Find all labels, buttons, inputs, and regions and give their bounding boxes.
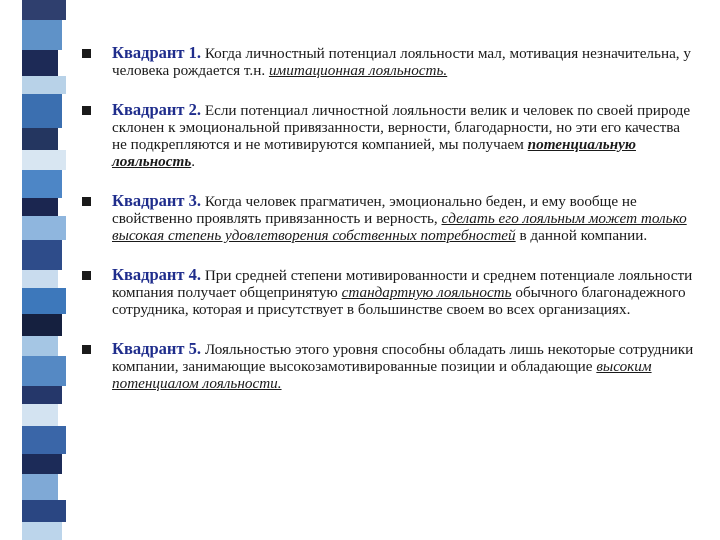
item-text-part: Когда личностный потенциал лояльности мал, мотивация незначительна, у человека рождается т.н. [112, 45, 691, 79]
list-item-quadrant-2 [82, 101, 694, 170]
item-heading: Квадрант 4. [112, 265, 202, 284]
stripe-segment [22, 216, 66, 240]
stripe-segment [22, 356, 66, 386]
square-bullet-icon [82, 345, 91, 354]
stripe-segment [22, 270, 58, 288]
stripe-segment [22, 474, 58, 500]
stripe-segment [22, 128, 58, 150]
stripe-segment [22, 426, 66, 454]
stripe-segment [22, 314, 62, 336]
stripe-segment [22, 198, 58, 216]
item-text [112, 340, 694, 392]
item-emphasis: сделать его лояльным может только высокая степень удовлетворения собственных потребностей [112, 210, 687, 244]
list-item-quadrant-3 [82, 192, 694, 244]
item-text-part: При средней степени мотивированности и среднем потенциале лояльности компания получает общепринятую [112, 267, 693, 301]
item-heading: Квадрант 3. [112, 191, 202, 210]
stripe-segment [22, 404, 58, 426]
stripe-segment [22, 150, 66, 170]
item-emphasis: имитационная лояльность. [268, 62, 448, 79]
decorative-stripe-bar [22, 0, 66, 540]
list-item-quadrant-1 [82, 44, 694, 79]
item-emphasis: высоким потенциалом лояльности. [112, 358, 652, 392]
stripe-segment [22, 76, 66, 94]
quadrant-list [82, 44, 694, 414]
item-text-part: в данной компании. [515, 227, 648, 244]
square-bullet-icon [82, 271, 91, 280]
list-item-quadrant-5 [82, 340, 694, 392]
item-text-part: Если потенциал личностной лояльности велик и человек по своей природе склонен к эмоциональной привязанности, верности, благодарности, но эти его качества не подкрепляются и не мотивируются компанией, мы получаем [112, 102, 691, 153]
stripe-segment [22, 454, 62, 474]
item-text [112, 44, 694, 79]
list-item-quadrant-4 [82, 266, 694, 318]
item-text-part: Когда человек прагматичен, эмоционально беден, и ему вообще не свойственно проявлять привязанность и верность, [112, 193, 637, 227]
item-text-part: Лояльностью этого уровня способны обладать лишь некоторые сотрудники компании, занимающие высокозамотивированные позиции и обладающие [112, 341, 694, 375]
item-heading: Квадрант 1. [112, 43, 202, 62]
item-heading: Квадрант 5. [112, 339, 202, 358]
stripe-segment [22, 170, 62, 198]
square-bullet-icon [82, 106, 91, 115]
item-text [112, 101, 694, 170]
stripe-segment [22, 94, 62, 128]
square-bullet-icon [82, 197, 91, 206]
stripe-segment [22, 386, 62, 404]
stripe-segment [22, 500, 66, 522]
item-text [112, 266, 694, 318]
stripe-segment [22, 522, 62, 540]
item-emphasis: потенциальную лояльность [112, 136, 636, 170]
stripe-segment [22, 50, 58, 76]
stripe-segment [22, 288, 66, 314]
item-text-part: обычного благонадежного сотрудника, которая и присутствует в большинстве своем во всех организациях. [112, 284, 686, 318]
stripe-segment [22, 240, 62, 270]
item-text-part: . [191, 153, 196, 170]
stripe-segment [22, 0, 66, 20]
item-emphasis: стандартную лояльность [341, 284, 512, 301]
item-text [112, 192, 694, 244]
item-heading: Квадрант 2. [112, 100, 202, 119]
stripe-segment [22, 336, 58, 356]
stripe-segment [22, 20, 62, 50]
square-bullet-icon [82, 49, 91, 58]
